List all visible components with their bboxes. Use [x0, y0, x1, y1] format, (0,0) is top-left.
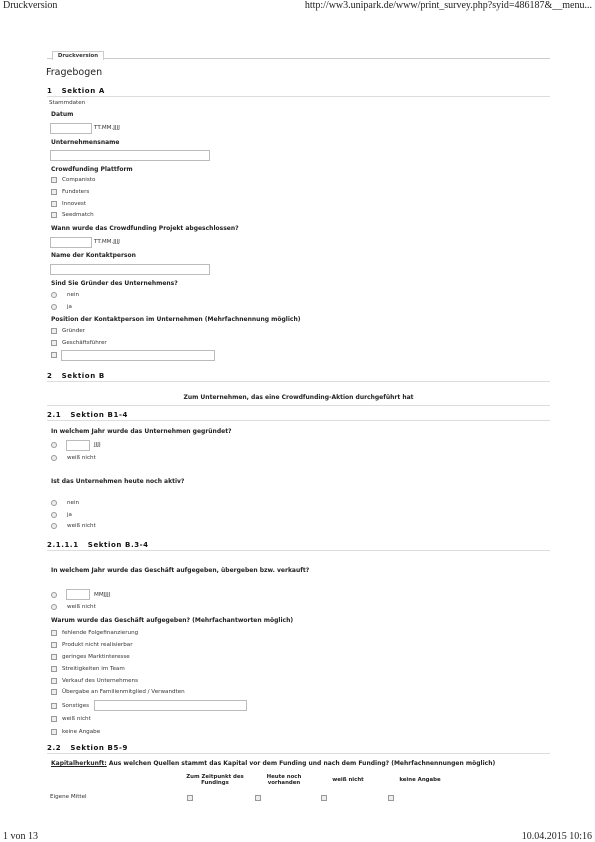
aufgegeben-format: MMJJJJ [94, 592, 111, 598]
warum-option-sonstiges[interactable]: Sonstiges [51, 703, 89, 709]
print-header-url: http://ww3.unipark.de/www/print_survey.php?syid=486187&__menu... [304, 0, 592, 11]
checkbox[interactable] [51, 212, 57, 218]
plattform-option[interactable]: Seedmatch [51, 212, 94, 218]
aufgegeben-label: In welchem Jahr wurde das Geschäft aufgegeben, übergeben bzw. verkauft? [51, 567, 310, 574]
radio[interactable] [51, 304, 57, 310]
section-title: Sektion A [61, 87, 105, 95]
plattform-option[interactable]: Companisto [51, 177, 95, 183]
checkbox[interactable] [51, 201, 57, 207]
radio[interactable] [51, 455, 57, 461]
warum-option[interactable]: Übergabe an Familienmitglied / Verwandten [51, 689, 185, 695]
aktiv-label: Ist das Unternehmen heute noch aktiv? [51, 478, 185, 485]
section-divider [47, 96, 550, 97]
page-title: Fragebogen [46, 67, 103, 78]
radio[interactable] [51, 523, 57, 529]
aktiv-option[interactable]: nein [51, 500, 79, 506]
checkbox[interactable] [51, 703, 57, 709]
checkbox[interactable] [51, 177, 57, 183]
warum-option[interactable]: Produkt nicht realisierbar [51, 642, 133, 648]
section-b1-4-heading: 2.1 Sektion B1-4 [47, 411, 128, 419]
warum-option[interactable]: Verkauf des Unternehmens [51, 678, 138, 684]
radio[interactable] [51, 292, 57, 298]
section-b-heading: 2 Sektion B [47, 372, 105, 380]
print-footer-datetime: 10.04.2015 10:16 [521, 831, 592, 842]
warum-option[interactable]: Streitigkeiten im Team [51, 666, 125, 672]
position-option[interactable]: Geschäftsführer [51, 340, 107, 346]
gruendungsjahr-label: In welchem Jahr wurde das Unternehmen gegründet? [51, 428, 232, 435]
warum-option[interactable]: geringes Marktinteresse [51, 654, 130, 660]
checkbox[interactable] [51, 340, 57, 346]
kontaktperson-input[interactable] [50, 264, 210, 275]
unternehmensname-input[interactable] [50, 150, 210, 161]
checkbox[interactable] [51, 189, 57, 195]
position-label: Position der Kontaktperson im Unternehmen (Mehrfachnennung möglich) [51, 316, 301, 323]
print-footer-page: 1 von 13 [3, 831, 38, 842]
position-option[interactable]: Gründer [51, 328, 85, 334]
plattform-option[interactable]: Innovest [51, 201, 86, 207]
datum-label: Datum [51, 111, 74, 118]
column-header: Heute noch vorhanden [266, 774, 302, 786]
aufgegeben-option[interactable] [51, 592, 67, 598]
aufgegeben-unknown[interactable]: weiß nicht [51, 604, 96, 610]
aktiv-option[interactable]: weiß nicht [51, 523, 96, 529]
checkbox[interactable] [51, 716, 57, 722]
warum-option[interactable]: fehlende Folgefinanzierung [51, 630, 138, 636]
checkbox[interactable] [51, 328, 57, 334]
column-header: Zum Zeitpunkt des Fundings [186, 774, 244, 786]
section-divider [47, 753, 550, 754]
section-b3-4-heading: 2.1.1.1 Sektion B.3-4 [47, 541, 149, 549]
checkbox[interactable] [51, 689, 57, 695]
section-number: 1 [47, 87, 53, 95]
warum-option[interactable]: weiß nicht [51, 716, 91, 722]
print-header-title: Druckversion [3, 0, 58, 11]
column-header: keine Angabe [399, 777, 441, 783]
gruender-option[interactable]: ja [51, 304, 72, 310]
stammdaten-label: Stammdaten [49, 100, 86, 106]
checkbox[interactable] [51, 678, 57, 684]
wann-label: Wann wurde das Crowdfunding Projekt abgeschlossen? [51, 225, 239, 232]
wann-format: TT.MM.JJJJ [94, 239, 120, 245]
tab-bar-line [47, 58, 550, 59]
section-divider [47, 405, 550, 406]
checkbox[interactable] [51, 654, 57, 660]
checkbox[interactable] [187, 795, 193, 801]
checkbox[interactable] [51, 729, 57, 735]
plattform-option[interactable]: Fundsters [51, 189, 89, 195]
gruendungsjahr-unknown[interactable]: weiß nicht [51, 455, 96, 461]
checkbox[interactable] [255, 795, 261, 801]
section-b5-9-heading: 2.2 Sektion B5-9 [47, 744, 128, 752]
checkbox[interactable] [51, 352, 57, 358]
section-a-heading [47, 87, 105, 95]
sonstiges-input[interactable] [94, 700, 247, 711]
kapital-question: Kapitalherkunft: Aus welchen Quellen stammt das Kapital vor dem Funding und nach dem Funding? (Mehrfachnennungen möglich) [51, 760, 496, 767]
radio[interactable] [51, 442, 57, 448]
section-divider [47, 550, 550, 551]
column-header: weiß nicht [332, 777, 364, 783]
section-divider [47, 381, 550, 382]
tab-druckversion[interactable]: Druckversion [52, 51, 104, 60]
unternehmensname-label: Unternehmensname [51, 139, 120, 146]
datum-input[interactable] [50, 123, 92, 134]
position-other-input[interactable] [61, 350, 215, 361]
datum-format: TT.MM.JJJJ [94, 125, 120, 131]
section-b-subtitle: Zum Unternehmen, das eine Crowdfunding-Aktion durchgeführt hat [183, 394, 414, 401]
warum-label: Warum wurde das Geschäft aufgegeben? (Mehrfachantworten möglich) [51, 617, 294, 624]
checkbox[interactable] [51, 666, 57, 672]
checkbox[interactable] [321, 795, 327, 801]
aufgegeben-input[interactable] [66, 589, 90, 600]
kontaktperson-label: Name der Kontaktperson [51, 252, 136, 259]
gruender-option[interactable]: nein [51, 292, 79, 298]
checkbox[interactable] [51, 642, 57, 648]
gruendungsjahr-input[interactable] [66, 440, 90, 451]
radio[interactable] [51, 604, 57, 610]
checkbox[interactable] [51, 630, 57, 636]
wann-input[interactable] [50, 237, 92, 248]
checkbox[interactable] [388, 795, 394, 801]
section-divider [47, 420, 550, 421]
kapital-label: Kapitalherkunft: [51, 760, 107, 767]
gruendungsjahr-option[interactable] [51, 442, 67, 448]
warum-option[interactable]: keine Angabe [51, 729, 100, 735]
kapital-row-label: Eigene Mittel [50, 794, 87, 800]
gruender-label: Sind Sie Gründer des Unternehmens? [51, 280, 178, 287]
radio[interactable] [51, 500, 57, 506]
radio[interactable] [51, 592, 57, 598]
gruendungsjahr-format: JJJJ [94, 442, 101, 448]
aktiv-option[interactable]: ja [51, 512, 72, 518]
radio[interactable] [51, 512, 57, 518]
plattform-label: Crowdfunding Plattform [51, 166, 133, 173]
